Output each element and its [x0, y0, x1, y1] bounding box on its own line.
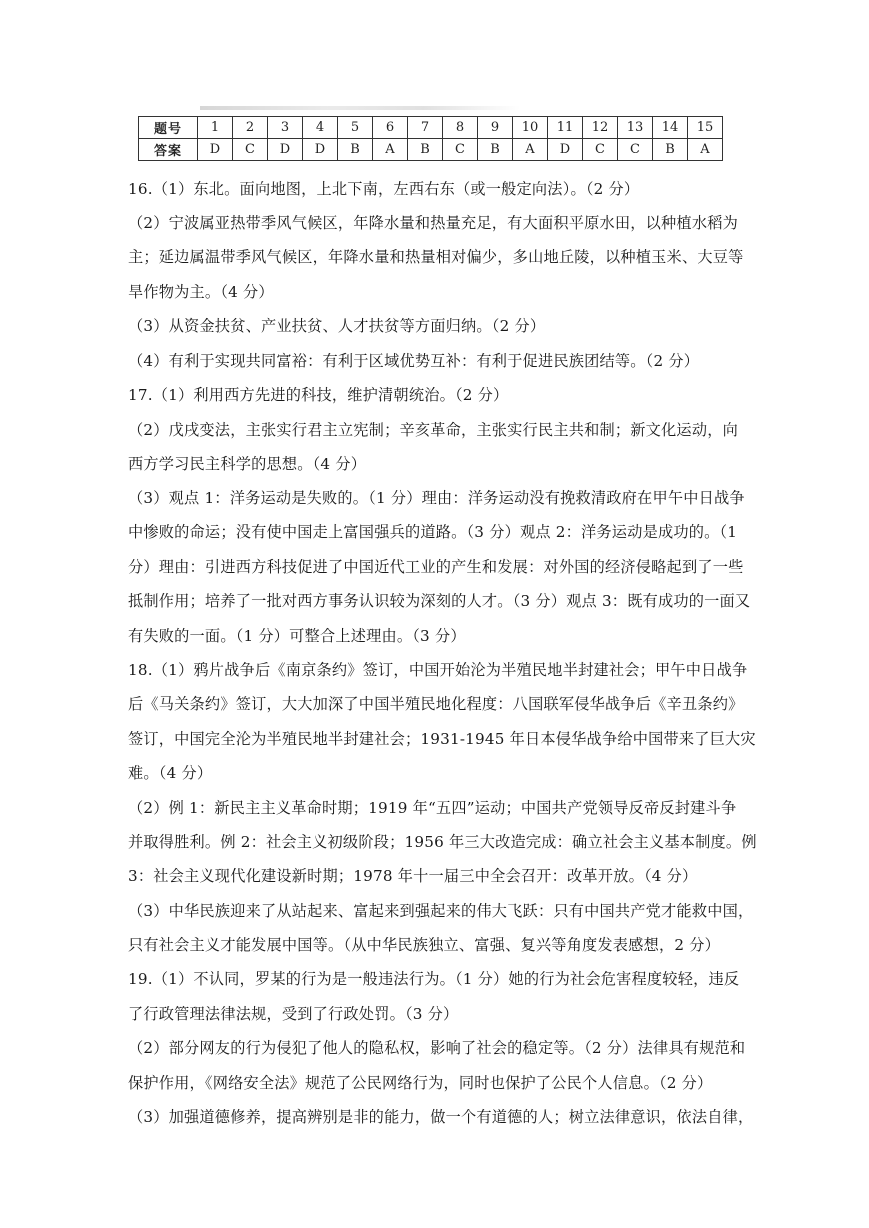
- answer-line: 16.（1）东北。面向地图，上北下南，左西右东（或一般定向法）。（2 分）: [128, 180, 640, 198]
- table-cell: B: [653, 139, 688, 161]
- table-header-label: 题号: [139, 117, 198, 139]
- table-cell: B: [408, 139, 443, 161]
- table-cell: 2: [233, 117, 268, 139]
- answer-line: 难。（4 分）: [128, 764, 213, 782]
- answer-line: （3）观点 1：洋务运动是失败的。（1 分）理由：洋务运动没有挽救清政府在甲午中日战争: [128, 489, 745, 507]
- answer-line: 17.（1）利用西方先进的科技，维护清朝统治。（2 分）: [128, 386, 509, 404]
- answer-line: 签订，中国完全沦为半殖民地半封建社会；1931-1945 年日本侵华战争给中国带来了巨大灾: [128, 730, 756, 748]
- answer-line: 保护作用，《网络安全法》规范了公民网络行为，同时也保护了公民个人信息。（2 分）: [128, 1074, 713, 1092]
- table-cell: 9: [478, 117, 513, 139]
- table-cell: 6: [373, 117, 408, 139]
- table-cell: 4: [303, 117, 338, 139]
- table-cell: D: [303, 139, 338, 161]
- answer-line: 主；延边属温带季风气候区，年降水量和热量相对偏少，多山地丘陵，以种植玉米、大豆等: [128, 248, 744, 266]
- table-cell: B: [478, 139, 513, 161]
- table-cell: C: [233, 139, 268, 161]
- table-cell: D: [548, 139, 583, 161]
- table-cell: 10: [513, 117, 548, 139]
- table-cell: 8: [443, 117, 478, 139]
- table-cell: 1: [198, 117, 233, 139]
- answer-line: 3：社会主义现代化建设新时期；1978 年十一届三中全会召开：改革开放。（4 分）: [128, 867, 698, 885]
- answer-line: 分）理由：引进西方科技促进了中国近代工业的产生和发展：对外国的经济侵略起到了一些: [128, 558, 744, 576]
- answer-line: （3）中华民族迎来了从站起来、富起来到强起来的伟大飞跃：只有中国共产党才能救中国，: [128, 902, 754, 920]
- table-cell: C: [443, 139, 478, 161]
- answer-key-table: [138, 116, 723, 161]
- answer-line: 抵制作用；培养了一批对西方事务认识较为深刻的人才。（3 分）观点 3：既有成功的一面又: [128, 592, 751, 610]
- answer-line: 旱作物为主。（4 分）: [128, 283, 274, 301]
- answer-line: 后《马关条约》签订，大大加深了中国半殖民地化程度：八国联军侵华战争后《辛丑条约》: [128, 695, 744, 713]
- table-cell: B: [338, 139, 373, 161]
- answer-line: 中惨败的命运；没有使中国走上富国强兵的道路。（3 分）观点 2：洋务运动是成功的。（1: [128, 523, 738, 541]
- answer-line: （3）从资金扶贫、产业扶贫、人才扶贫等方面归纳。（2 分）: [128, 317, 546, 335]
- table-cell: D: [268, 139, 303, 161]
- answer-line: （3）加强道德修养，提高辨别是非的能力，做一个有道德的人；树立法律意识，依法自律，: [128, 1108, 754, 1126]
- answer-line: （4）有利于实现共同富裕：有利于区域优势互补：有利于促进民族团结等。（2 分）: [128, 352, 700, 370]
- table-cell: 5: [338, 117, 373, 139]
- answer-line: （2）部分网友的行为侵犯了他人的隐私权，影响了社会的稳定等。（2 分）法律具有规范和: [128, 1039, 746, 1057]
- scan-artifact: [200, 106, 520, 110]
- table-cell: 13: [618, 117, 653, 139]
- answer-line: 有失败的一面。（1 分）可整合上述理由。（3 分）: [128, 627, 466, 645]
- answer-line: 并取得胜利。例 2：社会主义初级阶段；1956 年三大改造完成：确立社会主义基本制度。例: [128, 833, 757, 851]
- table-row-numbers: [139, 117, 723, 139]
- table-row-answers: [139, 139, 723, 161]
- table-cell: 7: [408, 117, 443, 139]
- answer-line: 19.（1）不认同，罗某的行为是一般违法行为。（1 分）她的行为社会危害程度较轻，违反: [128, 970, 740, 988]
- answer-line: （2）戊戌变法，主张实行君主立宪制；辛亥革命，主张实行民主共和制；新文化运动，向: [128, 421, 738, 439]
- table-cell: 12: [583, 117, 618, 139]
- table-cell: 11: [548, 117, 583, 139]
- table-cell: 14: [653, 117, 688, 139]
- table-cell: A: [373, 139, 408, 161]
- table-cell: C: [618, 139, 653, 161]
- answer-line: （2）例 1：新民主主义革命时期；1919 年“五四”运动；中国共产党领导反帝反封建斗争: [128, 799, 737, 817]
- answer-line: 了行政管理法律法规，受到了行政处罚。（3 分）: [128, 1005, 459, 1023]
- answer-line: 西方学习民主科学的思想。（4 分）: [128, 455, 367, 473]
- table-cell: A: [513, 139, 548, 161]
- answer-line: 18.（1）鸦片战争后《南京条约》签订，中国开始沦为半殖民地半封建社会；甲午中日战争: [128, 661, 748, 679]
- table-cell: 3: [268, 117, 303, 139]
- answer-line: （2）宁波属亚热带季风气候区，年降水量和热量充足，有大面积平原水田，以种植水稻为: [128, 214, 738, 232]
- table-cell: C: [583, 139, 618, 161]
- table-cell: A: [688, 139, 723, 161]
- table-answer-label: 答案: [139, 139, 198, 161]
- table-cell: D: [198, 139, 233, 161]
- table-cell: 15: [688, 117, 723, 139]
- answer-line: 只有社会主义才能发展中国等。（从中华民族独立、富强、复兴等角度发表感想，2 分）: [128, 936, 721, 954]
